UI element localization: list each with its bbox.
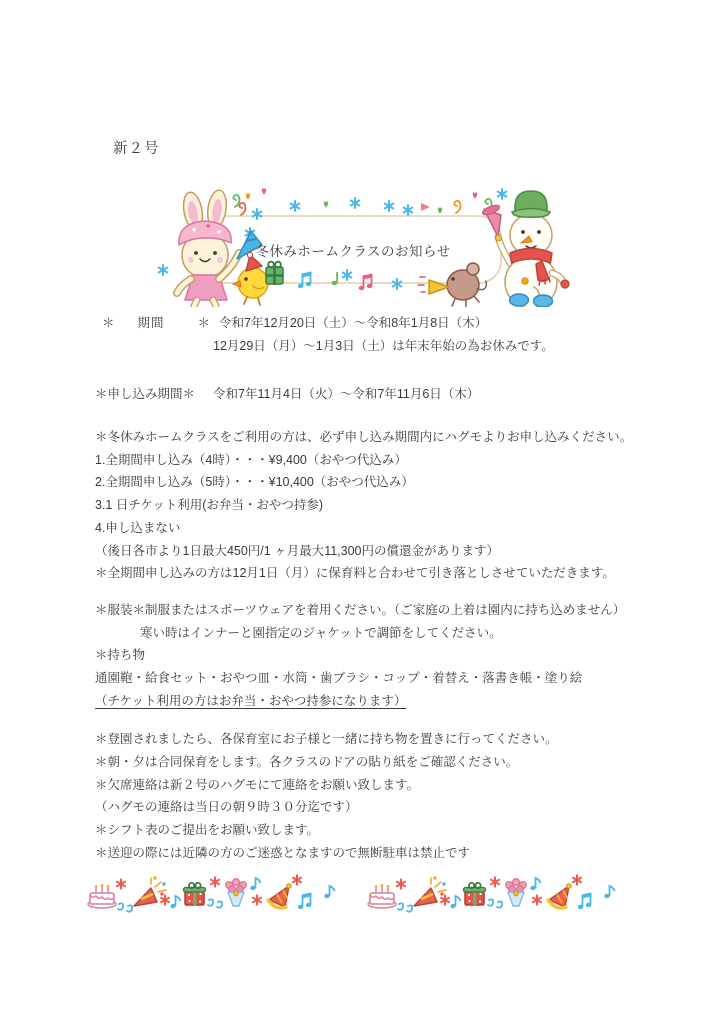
- boot-icon: [534, 295, 553, 307]
- clothing-line2: 寒い時はインナーと園指定のジャケットで調節をしてください。: [140, 625, 502, 640]
- application-option: 2.全期間申し込み（5時）・・・¥10,400（おやつ代込み）: [95, 475, 414, 490]
- period-section: [95, 312, 643, 357]
- festive-icon-set: [368, 875, 615, 911]
- application-section: [95, 426, 643, 585]
- period-row: [95, 312, 643, 335]
- note-line: （ハグモの連絡は当日の朝９時３０分迄です）: [95, 800, 358, 815]
- ticket-note: （チケット利用の方はお弁当・おやつ持参になります）: [95, 693, 407, 708]
- clothing-line1: ＊服装＊制服またはスポーツウェアを着用ください。（ご家庭の上着は園内に持ち込めません）: [95, 602, 626, 617]
- star-mark: ＊: [197, 316, 211, 330]
- application-period-section: [95, 383, 643, 406]
- note-line: ＊送迎の際には近隣の方のご迷惑となますので無断駐車は禁止です: [95, 845, 471, 860]
- application-option: 3.1 日チケット利用(お弁当・おやつ持参): [95, 498, 324, 513]
- note-line: ＊朝・夕は合同保育をします。各クラスのドアの貼り紙をご確認ください。: [95, 755, 519, 769]
- banner-title: 冬休みホームクラスのお知らせ: [255, 244, 451, 259]
- payment-note: ＊全期間申し込みの方は12月1日（月）に保育料と合わせて引き落としさせていただきます。: [95, 566, 615, 581]
- doc-number: 新２号: [113, 141, 160, 157]
- document-body: [95, 312, 643, 864]
- festive-icon-set: [88, 875, 335, 911]
- period-note: 12月29日（月）～1月3日（土）は年末年始の為お休みです。: [213, 338, 554, 353]
- application-option: 1.全期間申し込み（4時）・・・¥9,400（おやつ代込み）: [95, 452, 407, 467]
- belongings-section: [95, 644, 643, 712]
- period-label: 期間: [137, 316, 165, 330]
- refund-note: （後日各市より1日最大450円/1 ヶ月最大11,300円の償還金があります）: [95, 543, 500, 558]
- footer-decoration-border: [85, 872, 645, 926]
- application-option: 4.申し込まない: [95, 520, 181, 535]
- note-line: ＊欠席連絡は新２号のハグモにて連絡をお願い致します。: [95, 777, 420, 792]
- application-period-label: ＊申し込み期間＊: [95, 387, 196, 402]
- period-value: 令和7年12月20日（土）～令和8年1月8日（木）: [219, 316, 488, 330]
- application-period-row: [95, 383, 643, 406]
- note-line: ＊シフト表のご提出をお願い致します。: [95, 823, 320, 838]
- banner: [145, 185, 585, 307]
- boot-icon: [510, 294, 529, 306]
- clothing-section: [95, 599, 643, 644]
- note-line: ＊登園されましたら、各保育室にお子様と一緒に持ち物を置きに行ってください。: [95, 732, 558, 747]
- star-mark: ＊: [102, 316, 115, 330]
- application-intro: ＊冬休みホームクラスをご利用の方は、必ず申し込み期間内にハグモよりお申し込みください。: [95, 430, 633, 445]
- notes-section: [95, 728, 643, 864]
- belongings-label: ＊持ち物: [95, 648, 146, 663]
- application-period-value: 令和7年11月4日（火）～令和7年11月6日（木）: [213, 387, 480, 402]
- belongings-items: 通園鞄・給食セット・おやつ皿・水筒・歯ブラシ・コップ・着替え・落書き帳・塗り絵: [95, 670, 583, 685]
